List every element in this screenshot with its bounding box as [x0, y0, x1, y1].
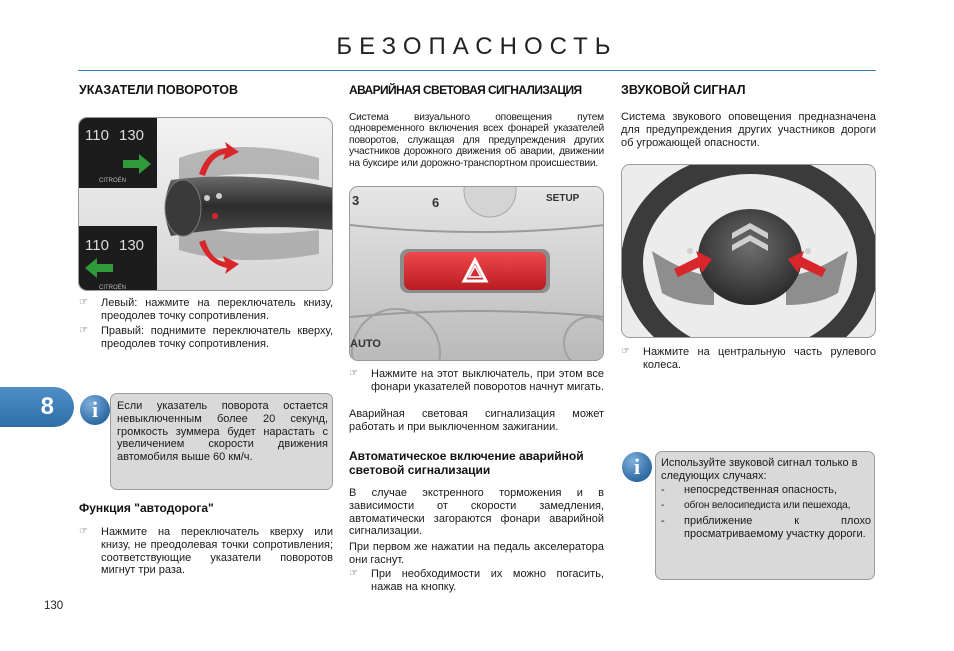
turn-signal-stalk-figure — [78, 117, 333, 291]
button-label: 3 — [352, 193, 360, 208]
bullet-hazard-press-text: Нажмите на этот выключатель, при этом все фонари указателей поворотов начнут мигать. — [371, 368, 604, 393]
horn-info-intro: Используйте звуковой сигнал только в следующих случаях: — [661, 457, 858, 482]
info-text-turn-signal: Если указатель поворота остается невыключенным более 20 секунд, громкость зуммера будет нарастать с увеличением скорости движения автомобиля выше 60 км/ч. — [117, 400, 328, 464]
bullet-motorway-text: Нажмите на переключатель кверху или книзу, не преодолевая точки сопротивления; соответствующие указатели поворотов мигнут три раза. — [101, 526, 333, 577]
button-label: 6 — [432, 195, 440, 210]
speed-label: 110 — [85, 127, 109, 144]
brand-label: CITROËN — [99, 178, 126, 184]
title-rule — [78, 70, 876, 71]
chapter-number: 8 — [40, 393, 54, 420]
bullet-right — [79, 325, 333, 351]
bullet-motorway — [79, 526, 333, 577]
bullet-horn-press — [621, 346, 876, 372]
page-number: 130 — [44, 600, 64, 612]
button-label: AUTO — [350, 338, 381, 350]
turn-signals-heading: УКАЗАТЕЛИ ПОВОРОТОВ — [79, 83, 238, 97]
list-item: - непосредственная опасность, — [661, 484, 838, 496]
auto-hazard-heading: Автоматическое включение аварийной световой сигнализации — [349, 449, 584, 477]
list-item: - обгон велосипедиста или пешехода, — [661, 499, 851, 511]
chapter-tab — [0, 387, 74, 427]
page-title: БЕЗОПАСНОСТЬ — [336, 33, 618, 60]
button-label: SETUP — [546, 193, 580, 204]
bullet-horn-press-text: Нажмите на центральную часть рулевого колеса. — [643, 346, 876, 371]
info-icon: i — [622, 452, 652, 482]
horn-heading: ЗВУКОВОЙ СИГНАЛ — [621, 83, 746, 97]
list-item: - приближение к плохо просматриваемому участку дороги. — [661, 515, 871, 540]
speed-label: 110 — [85, 237, 109, 254]
motorway-heading: Функция "автодорога" — [79, 501, 214, 515]
pointing-hand-icon: ☞ — [349, 368, 358, 379]
hazard-works-off: Аварийная световая сигнализация может работать и при выключенном зажигании. — [349, 408, 604, 433]
dashboard-inset-top — [79, 118, 157, 188]
hazard-heading: АВАРИЙНАЯ СВЕТОВАЯ СИГНАЛИЗАЦИЯ — [349, 83, 582, 97]
bullet-hazard-off-text: При необходимости их можно погасить, нажав на кнопку. — [371, 568, 604, 593]
auto-hazard-text: В случае экстренного торможения и в зависимости от скорости замедления, автоматически загораются фонари аварийной сигнализации. — [349, 487, 604, 538]
horn-intro: Система звукового оповещения предназначена для предупреждения других участников дороги об угрожающей опасности. — [621, 111, 876, 149]
info-icon: i — [80, 395, 110, 425]
pointing-hand-icon: ☞ — [621, 346, 630, 357]
brand-label: CITROËN — [99, 285, 126, 291]
horn-cases-list — [655, 484, 871, 543]
accelerator-text: При первом же нажатии на педаль акселератора они гаснут. — [349, 541, 604, 566]
bullet-left — [79, 297, 333, 323]
dashboard-inset-bottom — [79, 226, 157, 291]
speed-label: 130 — [119, 127, 145, 144]
pointing-hand-icon: ☞ — [79, 325, 88, 336]
bullet-hazard-off — [349, 568, 604, 594]
bullet-right-text: Правый: поднимите переключатель кверху, преодолев точку сопротивления. — [101, 325, 333, 350]
speed-label: 130 — [119, 237, 145, 254]
pointing-hand-icon: ☞ — [79, 526, 88, 537]
pointing-hand-icon: ☞ — [349, 568, 358, 579]
hazard-intro: Система визуального оповещения путем одновременного включения всех фонарей указателей поворотов, служащая для предупреждения других участников дорожного движения об аварии, движении на буксире или дорожно-транспортном происшествии. — [349, 112, 604, 169]
hazard-switch-figure — [349, 186, 604, 361]
pointing-hand-icon: ☞ — [79, 297, 88, 308]
bullet-left-text: Левый: нажмите на переключатель книзу, преодолев точку сопротивления. — [101, 297, 333, 322]
steering-wheel-figure — [621, 164, 876, 338]
bullet-hazard-press — [349, 368, 604, 394]
